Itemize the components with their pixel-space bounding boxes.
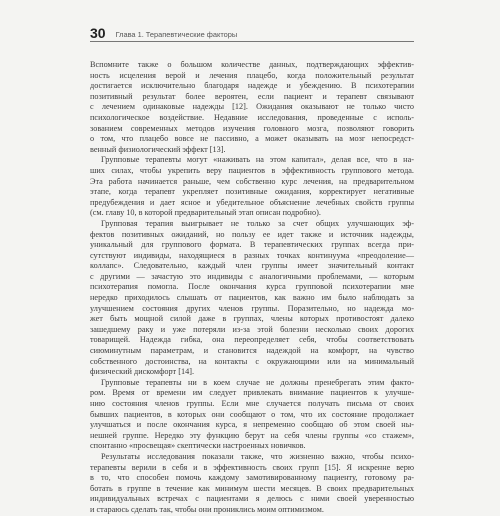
text-line: Эта работа начинается раньше, чем собственно курс лечения, на предварительном xyxy=(90,176,414,186)
text-line: Групповые терапевты могут «наживать на этом капитал», делая все, что в на- xyxy=(101,155,414,165)
paragraph xyxy=(90,60,414,155)
text-line: фектов позитивных ожиданий, но пользу ее идет также и источник надежды, xyxy=(90,229,414,239)
text-line: позитивный результат более вероятен, если пациент и терапевт связывают xyxy=(90,91,414,101)
page-body xyxy=(90,60,414,516)
text-line: Групповые терапевты ни в коем случае не должны пренебрегать этим факто- xyxy=(101,377,414,387)
text-line: и стараюсь сделать так, чтобы они прониклись моим оптимизмом. xyxy=(90,504,324,514)
text-line: товарищей. Надежда гибка, она переопределяет себя, чтобы соответствовать xyxy=(90,335,414,345)
paragraph xyxy=(90,378,414,452)
paragraph xyxy=(90,452,414,516)
text-line: спонтанно «просвещая» скептически настроенных новичков. xyxy=(90,441,306,451)
paragraph xyxy=(90,219,414,378)
text-line: ром. Время от времени им следует привлекать внимание пациентов к улучше- xyxy=(90,388,414,398)
text-line: психологическое воздействие. Недавние исследования, проведенные с исполь- xyxy=(90,112,414,122)
text-line: с лечением одинаковые надежды [12]. Ожидания оказывают не только чисто xyxy=(90,102,414,112)
text-line: собственного достоинства, на контакты с окружающими или на минимальный xyxy=(90,356,414,366)
header-rule xyxy=(90,41,414,42)
paragraph xyxy=(90,155,414,219)
text-line: терапевты верили в себя и в эффективность своих групп [15]. Я искренне верю xyxy=(90,462,414,472)
text-line: нию состояния членов группы. Если мне случается получать письма от своих xyxy=(90,399,414,408)
chapter-title: Глава 1. Терапевтические факторы xyxy=(115,30,238,39)
text-line: нередко приходилось слышать от пациентов, как важно им было наблюдать за xyxy=(90,293,414,303)
text-line: улучшаться и после окончания курса, я непременно сообщаю об этом своей ны- xyxy=(90,420,414,430)
page-number: 30 xyxy=(90,25,106,41)
text-line: жет быть мощной силой даже в группах, члены которых противостоят далеко xyxy=(90,314,414,324)
text-line: ших силах, чтобы укрепить веру пациентов в эффективность группового метода. xyxy=(90,165,414,175)
text-line: индивидуальных встречах с пациентами я делюсь с ними своей уверенностью xyxy=(90,494,414,504)
text-line: улучшением состояния других членов группы. Поразительно, но надежда мо- xyxy=(90,303,414,313)
text-line: о том, что плацебо вовсе не пассивно, а может оказывать на мозг непосредст- xyxy=(90,134,414,144)
text-line: достигается исключительно благодаря надежде и убеждению. В психотерапии xyxy=(90,81,414,91)
text-line: предубеждения и дает ясное и убедительное объяснение лечебных свойств группы xyxy=(90,197,414,207)
text-line: зашедшему раку и уже потеряли из-за этой болезни несколько своих дорогих xyxy=(90,324,414,334)
text-line: (см. главу 10, в которой предварительный этап описан подробно). xyxy=(90,208,321,218)
text-line: психотерапия помогла. После окончания курса групповой психотерапии мне xyxy=(90,282,414,292)
text-line: зованием современных методов изучения головного мозга, позволяют говорить xyxy=(90,123,414,133)
text-line: венный физиологический эффект [13]. xyxy=(90,144,226,154)
text-line: сиюминутным параметрам, и становится надеждой на комфорт, на чувство xyxy=(90,346,414,356)
text-line: этапе, когда терапевт укрепляет позитивные ожидания, корректирует негативные xyxy=(90,187,414,197)
text-line: физический дискомфорт [14]. xyxy=(90,367,195,377)
running-header xyxy=(90,22,414,40)
text-line: бывших пациентов, в которых они сообщают о том, что их состояние продолжает xyxy=(90,409,414,419)
text-line: коллапс». Следовательно, каждый член группы имеет значительный контакт xyxy=(90,261,414,271)
text-line: Результаты исследования показали также, что жизненно важно, чтобы психо- xyxy=(101,451,414,461)
text-line: ботать в группе в течение как минимум шести месяцев. В своих предварительных xyxy=(90,483,414,493)
text-line: Вспомните также о большом количестве данных, подтверждающих эффектив- xyxy=(90,60,414,69)
text-line: уникальный для группового формата. В терапевтических группах всегда при- xyxy=(90,240,414,250)
text-line: нешней группе. Нередко эту функцию берут на себя члены группы «со стажем», xyxy=(90,430,414,440)
text-line: Групповая терапия выигрывает не только за счет общих улучшающих эф- xyxy=(101,218,414,228)
text-line: с другими — зачастую это индивиды с аналогичными проблемами, — которым xyxy=(90,271,414,281)
text-line: в то, что способен помочь каждому замотивированному пациенту, готовому ра- xyxy=(90,473,414,483)
text-line: сутствуют индивиды, находящиеся в разных точках континуума «преодоление— xyxy=(90,250,414,260)
text-line: ность исцеления верой и лечения плацебо, когда положительный результат xyxy=(90,70,414,80)
